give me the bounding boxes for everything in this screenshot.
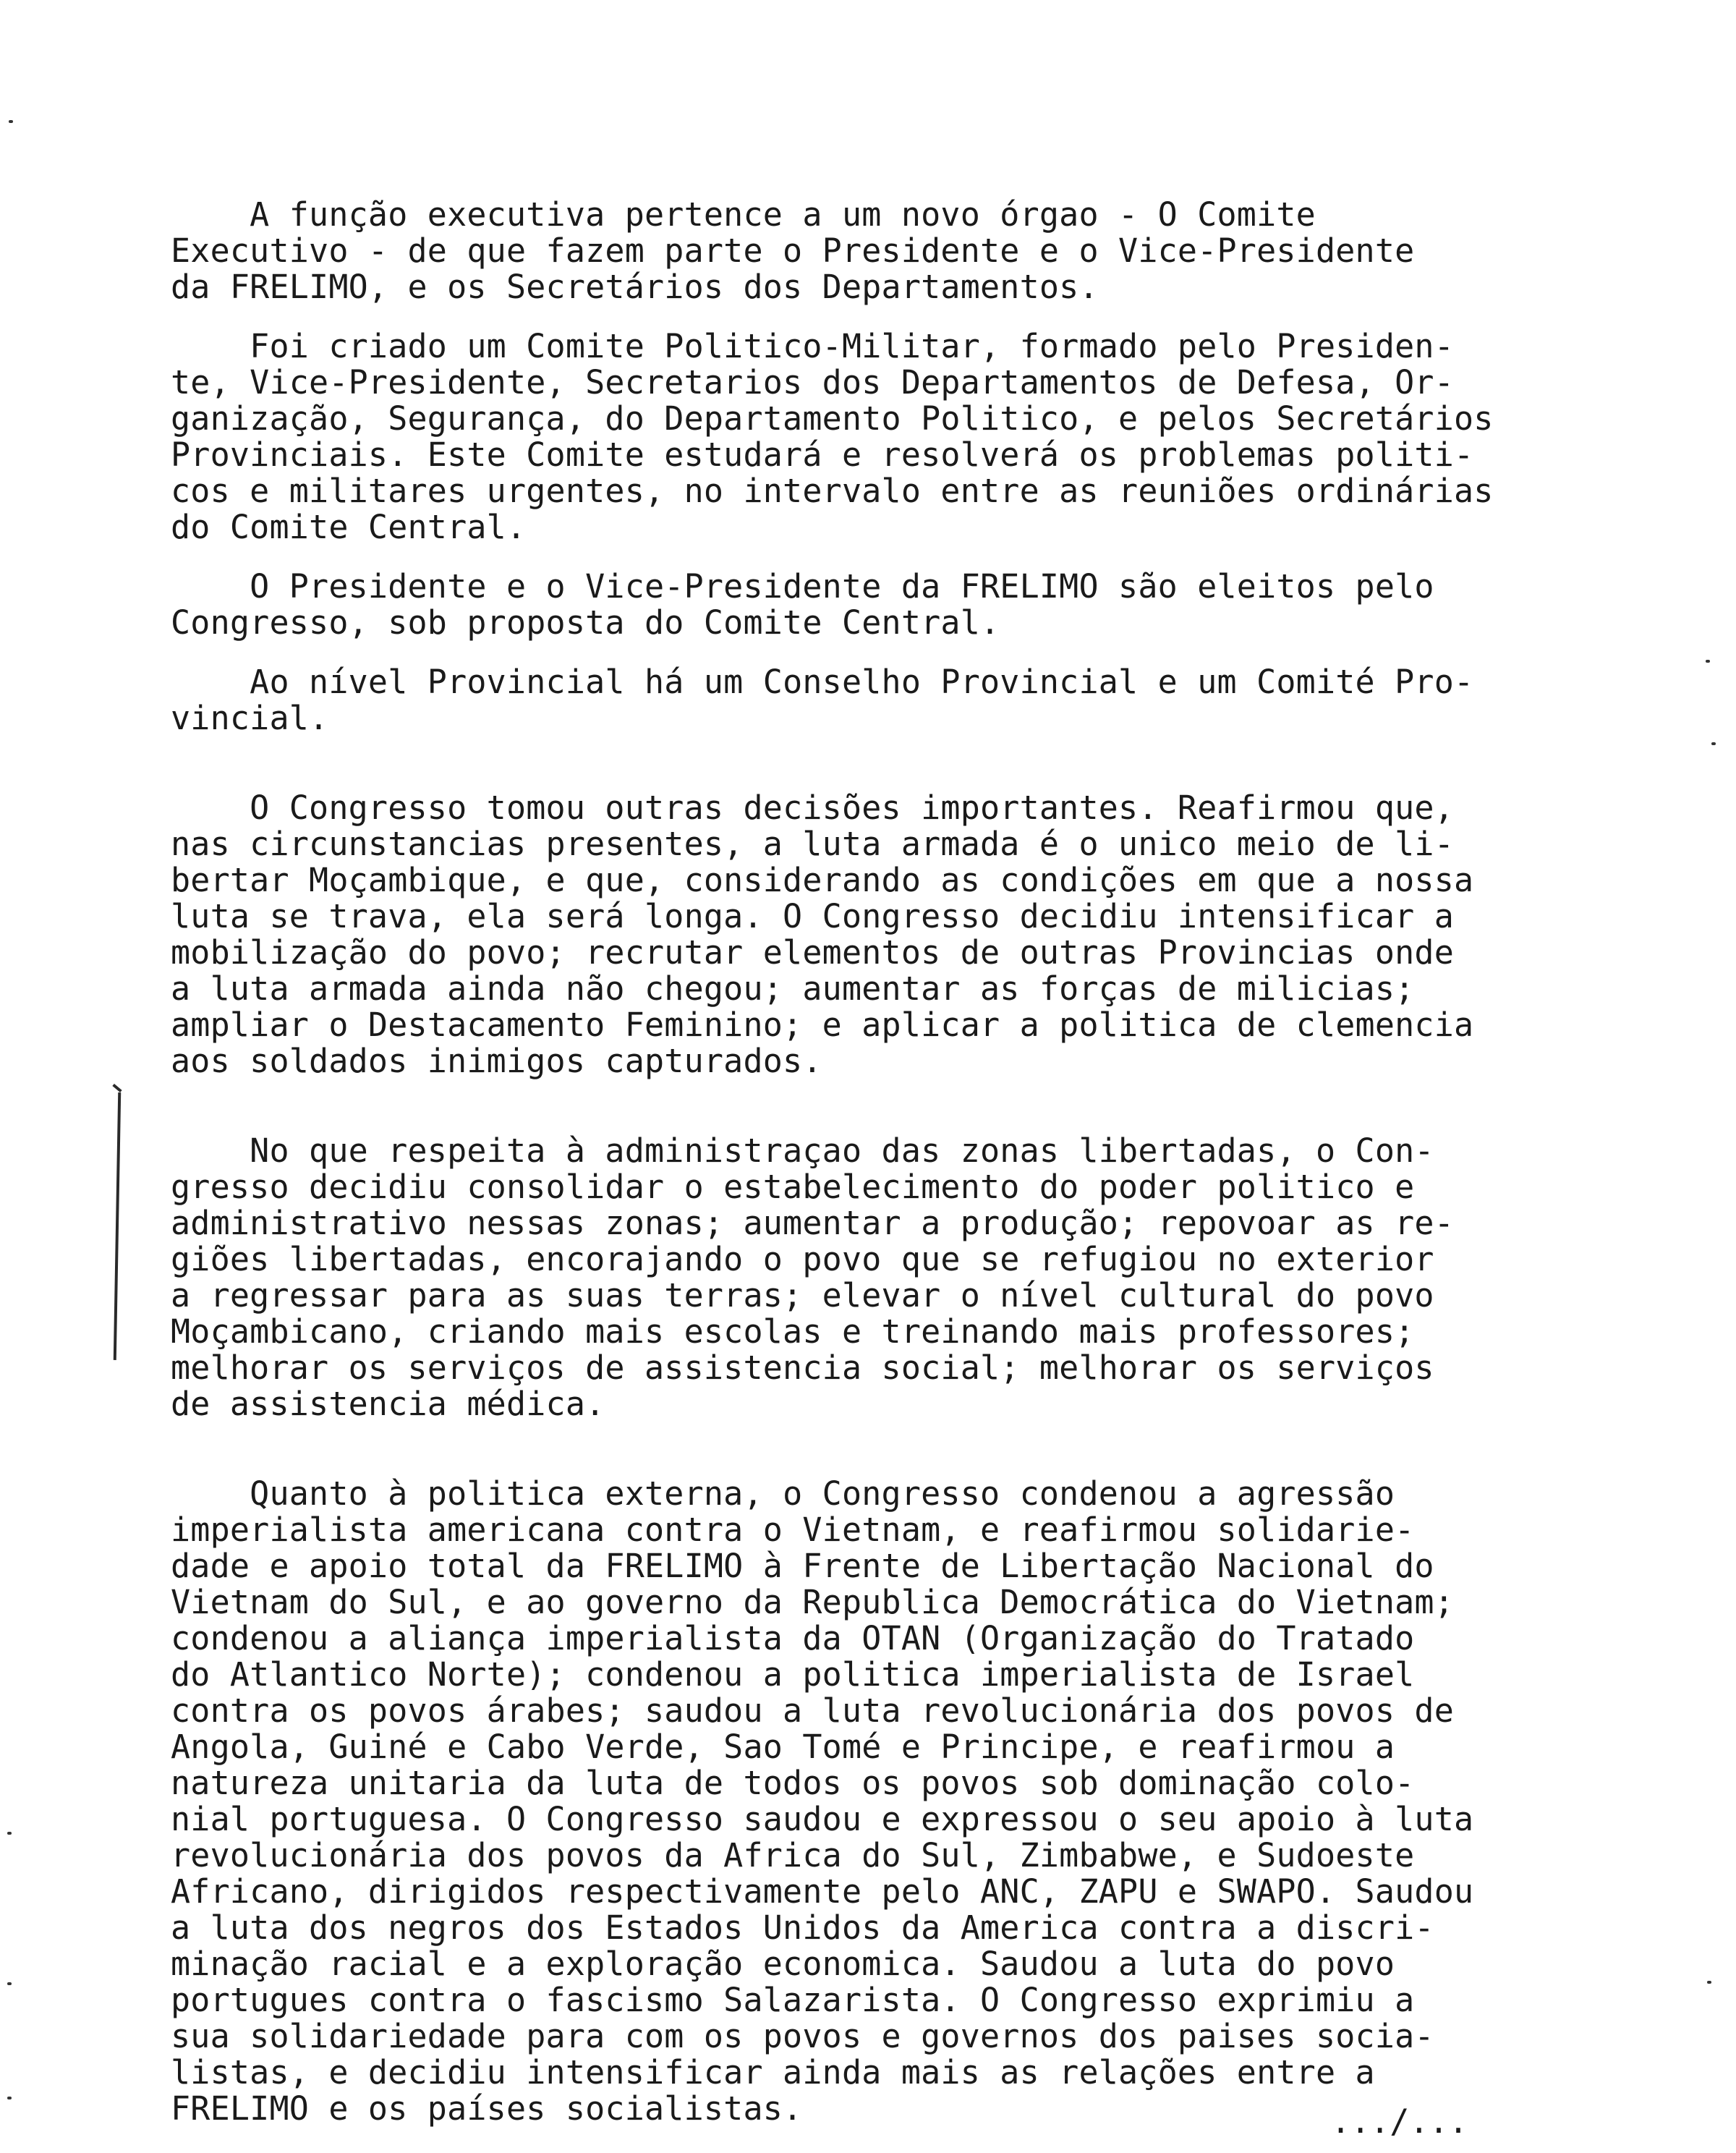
scan-speck [1711,742,1716,745]
paragraph-provincial-level: Ao nível Provincial há um Conselho Provincial e um Comité Pro- vincial. [171,663,1474,737]
scan-speck [7,2097,12,2099]
margin-tick-mark [112,1084,122,1092]
body-text [171,197,1661,2127]
margin-line-mark [114,1092,121,1360]
paragraph-liberated-zones: No que respeita à administraçao das zonas libertadas, o Con- gresso decidiu consolidar o estabelecimento do poder politico e administrativo nessas zonas; aumentar a produção; repovoar as re- giões libertadas, encorajando o povo que se refugiou no exterior a regressar para as suas terras; elevar o nível cultural do povo Moçambicano, criando mais escolas e treinando mais professores; melhorar os serviços de assistencia social; melhorar os serviços de assistencia médica. [171,1131,1454,1423]
paragraph-president-election: O Presidente e o Vice-Presidente da FRELIMO são eleitos pelo Congresso, sob proposta do Comite Central. [171,567,1434,642]
paragraph-foreign-policy: Quanto à politica externa, o Congresso condenou a agressão imperialista americana contra o Vietnam, e reafirmou solidarie- dade e apoio total da FRELIMO à Frente de Libertação Nacional do Vietnam do Sul, e ao governo da Republica Democrática do Vietnam; condenou a aliança imperialista da OTAN (Organização do Tratado do Atlantico Norte); condenou a politica imperialista de Israel contra os povos árabes; saudou a luta revolucionária dos povos de Angola, Guiné e Cabo Verde, Sao Tomé e Principe, e reafirmou a natureza unitaria da luta de todos os povos sob dominação colo- nial portuguesa. O Congresso saudou e expressou o seu apoio à luta revolucionária dos povos da Africa do Sul, Zimbabwe, e Sudoeste Africano, dirigidos respectivamente pelo ANC, ZAPU e SWAPO. Saudou a luta dos negros dos Estados Unidos da America contra a discri- minação racial e a exploração economica. Saudou a luta do povo portugues contra o fascismo Salazarista. O Congresso exprimiu a sua solidariedade para com os povos e governos dos paises socia- listas, e decidiu intensificar ainda mais as relações entre a FRELIMO e os países socialistas. [171,1474,1474,2128]
paragraph-executive-function: A função executiva pertence a um novo órgao - O Comite Executivo - de que fazem parte o Presidente e o Vice-Presidente da FRELIMO, e os Secretários dos Departamentos. [171,195,1415,306]
continuation-mark: .../... [1331,2102,1468,2141]
scan-speck [1706,660,1710,663]
paragraph-congress-decisions: O Congresso tomou outras decisões importantes. Reafirmou que, nas circunstancias presentes, a luta armada é o unico meio de li- bertar Moçambique, e que, considerando as condições em que a nossa luta se trava, ela será longa. O Congresso decidiu intensificar a mobilização do povo; recrutar elementos de outras Provincias onde a luta armada ainda não chegou; aumentar as forças de milicias; ampliar o Destacamento Feminino; e aplicar a politica de clemencia aos soldados inimigos capturados. [171,789,1474,1080]
paragraph-political-military-committee: Foi criado um Comite Politico-Militar, formado pelo Presiden- te, Vice-Presidente, Secretarios dos Departamentos de Defesa, Or- ganização, Segurança, do Departamento Politico, e pelos Secretários Provinciais. Este Comite estudará e resolverá os problemas politi- cos e militares urgentes, no intervalo entre as reuniões ordinárias do Comite Central. [171,327,1494,546]
scan-speck [9,120,13,123]
scan-speck [1707,1981,1711,1984]
scan-speck [7,1832,12,1835]
scan-speck [7,1982,12,1985]
